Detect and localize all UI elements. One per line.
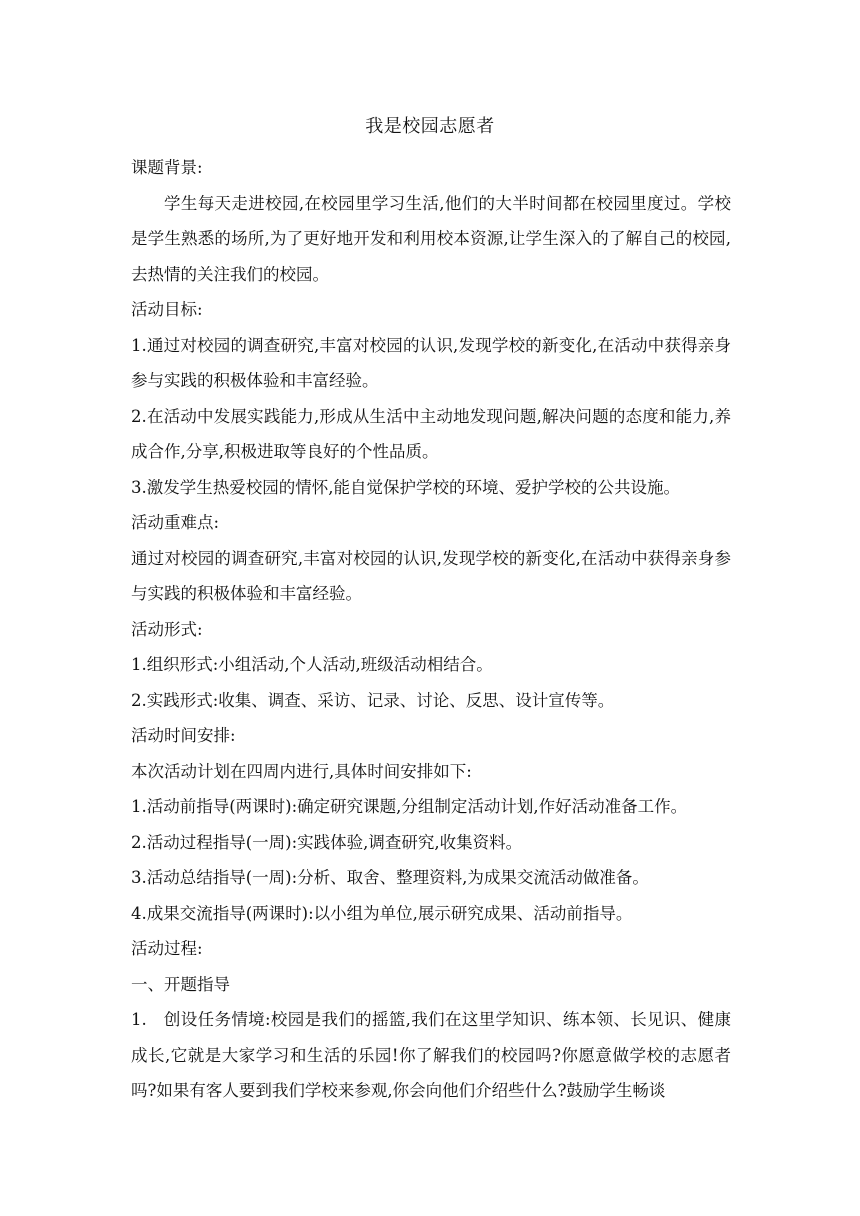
paragraph: 一、开题指导 bbox=[131, 974, 230, 994]
paragraph: 课题背景: bbox=[131, 158, 203, 177]
paragraph: 2.实践形式:收集、调查、采访、记录、讨论、反思、设计宣传等。 bbox=[131, 690, 615, 710]
paragraph: 1.组织形式:小组活动,个人活动,班级活动相结合。 bbox=[131, 655, 493, 674]
paragraph: 4.成果交流指导(两课时):以小组为单位,展示研究成果、活动前指导。 bbox=[131, 903, 633, 923]
paragraph: 3.活动总结指导(一周):分析、取舍、整理资料,为成果交流活动做准备。 bbox=[131, 868, 649, 887]
paragraph: 学生每天走进校园,在校园里学习生活,他们的大半时间都在校园里度过。学校是学生熟悉的场所,为了更好地开发和利用校本资源,让学生深入的了解自己的校园,去热情的关注我们的校园。 bbox=[131, 193, 731, 284]
document-title: 我是校园志愿者 bbox=[365, 116, 495, 137]
paragraph: 活动过程: bbox=[131, 939, 203, 958]
paragraph: 1.通过对校园的调查研究,丰富对校园的认识,发现学校的新变化,在活动中获得亲身参与实践的积极体验和丰富经验。 bbox=[131, 335, 731, 390]
paragraph: 本次活动计划在四周内进行,具体时间安排如下: bbox=[131, 761, 472, 781]
paragraph: 2.活动过程指导(一周):实践体验,调查研究,收集资料。 bbox=[131, 832, 523, 852]
paragraph: 1.活动前指导(两课时):确定研究课题,分组制定活动计划,作好活动准备工作。 bbox=[131, 797, 688, 816]
document-body bbox=[131, 150, 731, 1109]
paragraph: 活动目标: bbox=[131, 300, 203, 319]
paragraph: 通过对校园的调查研究,丰富对校园的认识,发现学校的新变化,在活动中获得亲身参与实践的积极体验和丰富经验。 bbox=[131, 548, 731, 603]
paragraph: 3.激发学生热爱校园的情怀,能自觉保护学校的环境、爱护学校的公共设施。 bbox=[131, 477, 680, 497]
paragraph: 1. 创设任务情境:校园是我们的摇篮,我们在这里学知识、练本领、长见识、健康成长,它就是大家学习和生活的乐园!你了解我们的校园吗?你愿意做学校的志愿者吗?如果有客人要到我们学校来参观,你会向他们介绍些什么?鼓励学生畅谈 bbox=[131, 1010, 731, 1100]
paragraph: 活动时间安排: bbox=[131, 726, 236, 745]
paragraph: 活动形式: bbox=[131, 619, 203, 639]
paragraph: 2.在活动中发展实践能力,形成从生活中主动地发现问题,解决问题的态度和能力,养成合作,分享,积极进取等良好的个性品质。 bbox=[131, 406, 731, 461]
paragraph: 活动重难点: bbox=[131, 513, 220, 532]
